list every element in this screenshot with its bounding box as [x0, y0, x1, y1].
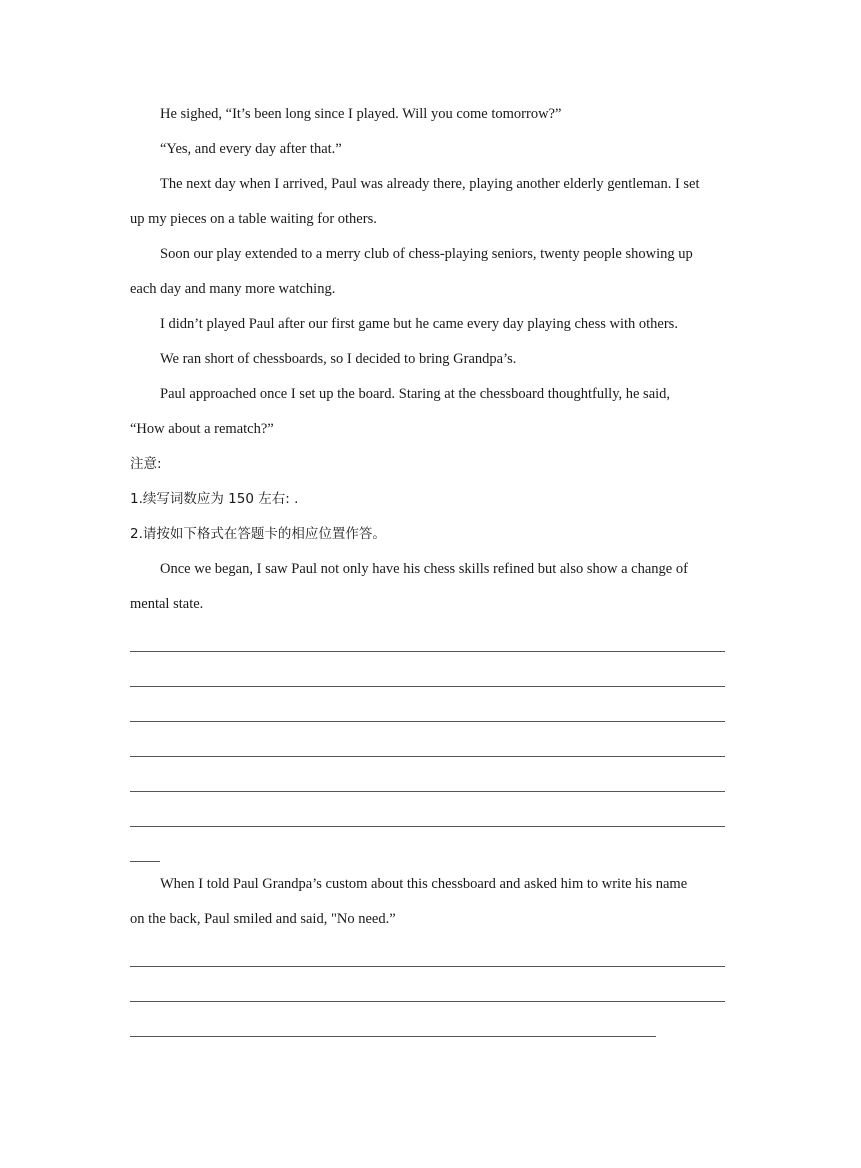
prompt-1-line: mental state.: [130, 596, 204, 612]
notes-heading: 注意:: [130, 456, 162, 472]
paragraph-line: “Yes, and every day after that.”: [160, 141, 342, 157]
answer-line[interactable]: [130, 977, 730, 1012]
answer-line-short[interactable]: [130, 837, 730, 872]
answer-line[interactable]: [130, 767, 730, 802]
answer-line[interactable]: [130, 802, 730, 837]
answer-line[interactable]: [130, 697, 730, 732]
paragraph-line: up my pieces on a table waiting for others.: [130, 211, 377, 227]
paragraph-line: The next day when I arrived, Paul was already there, playing another elderly gentleman. I set: [160, 176, 700, 192]
document-body: [130, 102, 730, 1047]
paragraph-line: We ran short of chessboards, so I decided to bring Grandpa’s.: [160, 351, 517, 367]
answer-line[interactable]: [130, 662, 730, 697]
answer-line-last[interactable]: [130, 1012, 730, 1047]
notes-item-2: 2.请按如下格式在答题卡的相应位置作答。: [130, 526, 386, 542]
prompt-1-line: Once we began, I saw Paul not only have his chess skills refined but also show a change of: [160, 561, 688, 577]
paragraph-line: each day and many more watching.: [130, 281, 336, 297]
notes-item-1: 1.续写词数应为 150 左右: .: [130, 491, 299, 507]
answer-line[interactable]: [130, 627, 730, 662]
answer-line[interactable]: [130, 942, 730, 977]
paragraph-line: Paul approached once I set up the board. Staring at the chessboard thoughtfully, he said,: [160, 386, 671, 402]
paragraph-line: I didn’t played Paul after our first game but he came every day playing chess with others.: [160, 316, 678, 332]
answer-line[interactable]: [130, 732, 730, 767]
prompt-2-line: on the back, Paul smiled and said, "No need.”: [130, 911, 396, 927]
paragraph-line: Soon our play extended to a merry club of chess-playing seniors, twenty people showing up: [160, 246, 693, 262]
paragraph-line: He sighed, “It’s been long since I played. Will you come tomorrow?”: [160, 106, 562, 122]
prompt-2-line: When I told Paul Grandpa’s custom about this chessboard and asked him to write his name: [160, 876, 688, 892]
paragraph-line: “How about a rematch?”: [130, 421, 274, 437]
